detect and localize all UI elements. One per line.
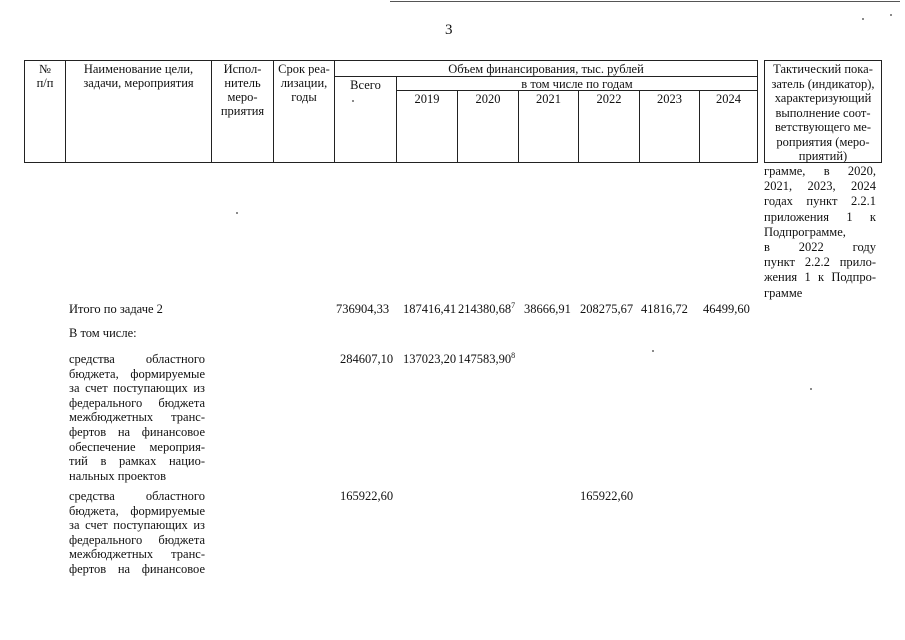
indicator-line: приложения 1 к — [764, 209, 876, 224]
header-text: 2023 — [657, 92, 682, 106]
header-text: Испол- — [223, 62, 262, 76]
indicator-line: грамме — [764, 285, 803, 300]
header-text: Срок реа- — [278, 62, 330, 76]
label-line: фертов на финансовое — [69, 424, 205, 439]
row1-total: 284607,10 — [340, 352, 394, 366]
header-year-2022 — [578, 90, 640, 163]
indicator-line: жения 1 к Подпро- — [764, 270, 876, 285]
total-row-2021: 38666,91 — [524, 302, 571, 316]
indicator-line: Подпрограмме, — [764, 224, 846, 239]
header-text: Всего — [350, 78, 381, 92]
header-col-by-years — [396, 76, 758, 91]
label-line: тий в рамках нацио- — [69, 454, 205, 469]
header-text: характеризующий — [774, 91, 872, 105]
row2-total: 165922,60 — [340, 489, 394, 503]
header-text: приятия — [220, 104, 265, 118]
label-line: средства областного — [69, 489, 205, 503]
header-year-2024 — [699, 90, 758, 163]
header-text: № — [39, 62, 51, 76]
page-number: 3 — [445, 22, 453, 38]
header-text: 2020 — [475, 92, 501, 106]
header-year-2023 — [639, 90, 700, 163]
scan-speck — [652, 350, 654, 352]
row1-2019: 137023,20 — [403, 352, 457, 366]
header-text: Тактический пока- — [773, 62, 873, 76]
header-col-executor — [211, 60, 274, 163]
header-text: меро- — [227, 90, 258, 104]
header-col-number — [24, 60, 66, 163]
including-label: В том числе: — [69, 326, 137, 340]
row1-2020 — [458, 352, 515, 367]
header-year-2019 — [396, 90, 458, 163]
header-col-term — [273, 60, 335, 163]
value-text: 214380,68 — [458, 302, 512, 316]
header-year-2021 — [518, 90, 579, 163]
label-line: нальных проектов — [69, 468, 166, 483]
label-line: средства областного — [69, 352, 205, 366]
header-col-funding — [334, 60, 758, 77]
header-text: нитель — [224, 76, 261, 90]
total-row-2022: 208275,67 — [580, 302, 634, 316]
row1-label — [69, 352, 205, 483]
footnote-mark: 7 — [511, 300, 516, 310]
header-text: 2021 — [536, 92, 561, 106]
header-text: роприятия (меро- — [776, 134, 870, 149]
header-col-name — [65, 60, 212, 163]
total-row-2019: 187416,41 — [403, 302, 457, 316]
value-text: 147583,90 — [458, 352, 512, 366]
header-text: приятий) — [798, 149, 848, 163]
header-col-indicator — [764, 60, 882, 163]
label-line: за счет поступающих из — [69, 518, 205, 533]
header-text: Наименование цели, — [83, 62, 194, 76]
indicator-line: 2021, 2023, 2024 — [764, 179, 876, 194]
header-text: 2024 — [716, 92, 741, 106]
header-text: 2022 — [596, 92, 622, 106]
scan-line — [390, 1, 900, 2]
row2-2022: 165922,60 — [580, 489, 634, 503]
total-row-total: 736904,33 — [336, 302, 390, 316]
label-line: фертов на финансовое — [69, 561, 205, 576]
header-text: ветствующего ме- — [774, 120, 872, 134]
header-col-total — [334, 76, 397, 163]
header-text: задачи, мероприятия — [83, 76, 194, 90]
scan-speck — [890, 14, 892, 16]
scan-speck — [862, 18, 864, 20]
header-text: выполнение соот- — [775, 105, 871, 120]
label-line: федерального бюджета — [69, 395, 205, 410]
header-text: п/п — [36, 76, 54, 90]
label-line: межбюджетных транс- — [69, 547, 205, 562]
header-text: годы — [291, 90, 317, 104]
label-line: обеспечение мероприя- — [69, 439, 205, 454]
total-row-label: Итого по задаче 2 — [69, 302, 163, 316]
indicator-line: в 2022 году — [764, 240, 876, 255]
header-text: Объем финансирования, тыс. рублей — [448, 62, 644, 76]
header-year-2020 — [457, 90, 519, 163]
scan-speck — [236, 212, 238, 214]
label-line: бюджета, формируемые — [69, 503, 205, 518]
header-text: лизации, — [280, 76, 328, 90]
total-row-2023: 41816,72 — [641, 302, 688, 316]
indicator-continuation — [764, 164, 876, 301]
header-text: в том числе по годам — [521, 77, 633, 91]
label-line: межбюджетных транс- — [69, 410, 205, 425]
header-text: 2019 — [414, 92, 440, 106]
indicator-line: годах пункт 2.2.1 — [764, 194, 876, 209]
label-line: за счет поступающих из — [69, 381, 205, 396]
row2-label — [69, 489, 205, 577]
scan-speck — [810, 388, 812, 390]
indicator-line: пункт 2.2.2 прило- — [764, 255, 876, 270]
header-text: затель (индикатор), — [771, 76, 875, 91]
total-row-2024: 46499,60 — [703, 302, 750, 316]
scan-speck — [352, 100, 354, 102]
label-line: федерального бюджета — [69, 532, 205, 547]
indicator-line: грамме, в 2020, — [764, 164, 876, 178]
label-line: бюджета, формируемые — [69, 366, 205, 381]
total-row-2020 — [458, 302, 515, 317]
footnote-mark: 8 — [511, 350, 516, 360]
